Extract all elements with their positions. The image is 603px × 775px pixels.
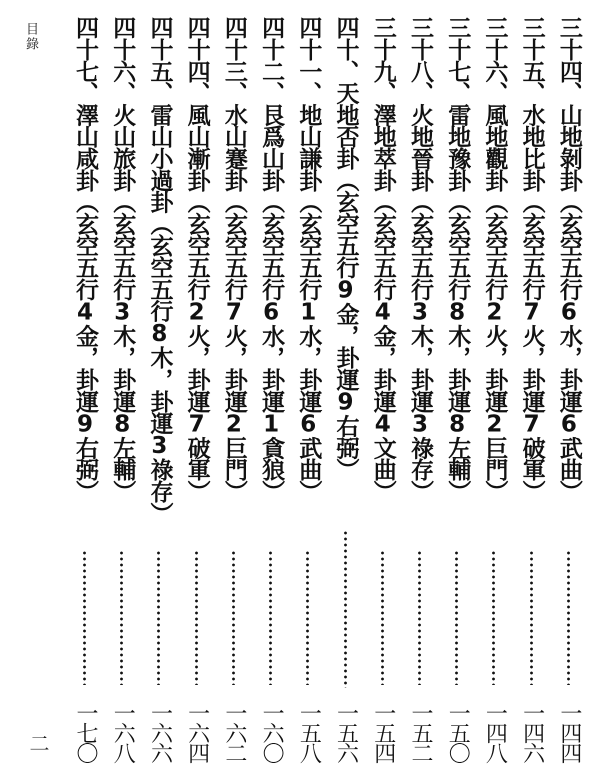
- entry-title: 四十四、風山漸卦（玄空五行2火，卦運7破軍）: [183, 16, 210, 502]
- dot-leader: [232, 550, 235, 685]
- entry-page-number: 一五六: [333, 702, 359, 762]
- entry-page-number: 一四四: [556, 702, 582, 762]
- entry-page-number: 一五四: [370, 702, 396, 762]
- dot-leader: [344, 530, 347, 688]
- folio-page-number: 二: [26, 733, 50, 753]
- entry-title: 三十七、雷地豫卦（玄空五行8木，卦運8左輔）: [444, 16, 471, 502]
- entry-title: 四十七、澤山咸卦（玄空五行4金，卦運9右弼）: [72, 16, 98, 502]
- toc-entry[interactable]: [403, 10, 437, 770]
- entry-title: 四十二、艮爲山卦（玄空五行6水，卦運1貪狼）: [258, 16, 285, 502]
- dot-leader: [269, 550, 272, 685]
- entry-page-number: 一六八: [110, 702, 136, 762]
- entry-title: 四十、天地否卦（玄空五行9金，卦運9右弼）: [332, 16, 359, 480]
- dot-leader: [306, 550, 309, 685]
- dot-leader: [381, 550, 384, 685]
- toc-entry[interactable]: [329, 10, 363, 770]
- table-of-contents: [68, 10, 586, 770]
- toc-entry[interactable]: [440, 10, 474, 770]
- dot-leader: [195, 550, 198, 685]
- dot-leader: [455, 550, 458, 685]
- section-header: 目錄: [23, 22, 38, 52]
- toc-entry[interactable]: [105, 10, 139, 770]
- dot-leader: [492, 550, 495, 685]
- entry-title: 三十四、山地剝卦（玄空五行6水，卦運6武曲）: [555, 16, 582, 502]
- dot-leader: [567, 550, 570, 685]
- dot-leader: [157, 550, 160, 685]
- entry-title: 三十八、火地晉卦（玄空五行3木，卦運3祿存）: [406, 16, 433, 502]
- toc-entry[interactable]: [515, 10, 549, 770]
- entry-page-number: 一六四: [184, 702, 210, 762]
- toc-entry[interactable]: [477, 10, 511, 770]
- entry-page-number: 一四六: [519, 702, 545, 762]
- entry-title: 三十六、風地觀卦（玄空五行2火，卦運2巨門）: [481, 16, 508, 502]
- entry-page-number: 一五〇: [445, 702, 471, 762]
- entry-title: 四十五、雷山小過卦（玄空五行8木，卦運3祿存）: [146, 16, 173, 524]
- entry-title: 四十一、地山謙卦（玄空五行1水，卦運6武曲）: [295, 16, 322, 502]
- entry-title: 三十九、澤地萃卦（玄空五行4金，卦運4文曲）: [369, 16, 396, 502]
- entry-page-number: 一四八: [482, 702, 508, 762]
- entry-title: 四十三、水山蹇卦（玄空五行7火，卦運2巨門）: [220, 16, 247, 502]
- entry-page-number: 一六六: [147, 702, 173, 762]
- entry-page-number: 一六二: [221, 702, 247, 762]
- toc-entry[interactable]: [180, 10, 214, 770]
- toc-entry[interactable]: [366, 10, 400, 770]
- entry-page-number: 一六〇: [259, 702, 285, 762]
- dot-leader: [418, 550, 421, 685]
- toc-entry[interactable]: [291, 10, 325, 770]
- dot-leader: [83, 550, 86, 685]
- entry-page-number: 一七〇: [73, 702, 98, 762]
- toc-entry[interactable]: [254, 10, 288, 770]
- toc-entry[interactable]: [68, 10, 102, 770]
- toc-entry[interactable]: [142, 10, 176, 770]
- dot-leader: [530, 550, 533, 685]
- toc-entry[interactable]: [552, 10, 586, 770]
- entry-title: 三十五、水地比卦（玄空五行7火，卦運7破軍）: [518, 16, 545, 502]
- toc-entry[interactable]: [217, 10, 251, 770]
- entry-page-number: 一五二: [407, 702, 433, 762]
- entry-title: 四十六、火山旅卦（玄空五行3木，卦運8左輔）: [109, 16, 136, 502]
- dot-leader: [120, 550, 123, 685]
- entry-page-number: 一五八: [296, 702, 322, 762]
